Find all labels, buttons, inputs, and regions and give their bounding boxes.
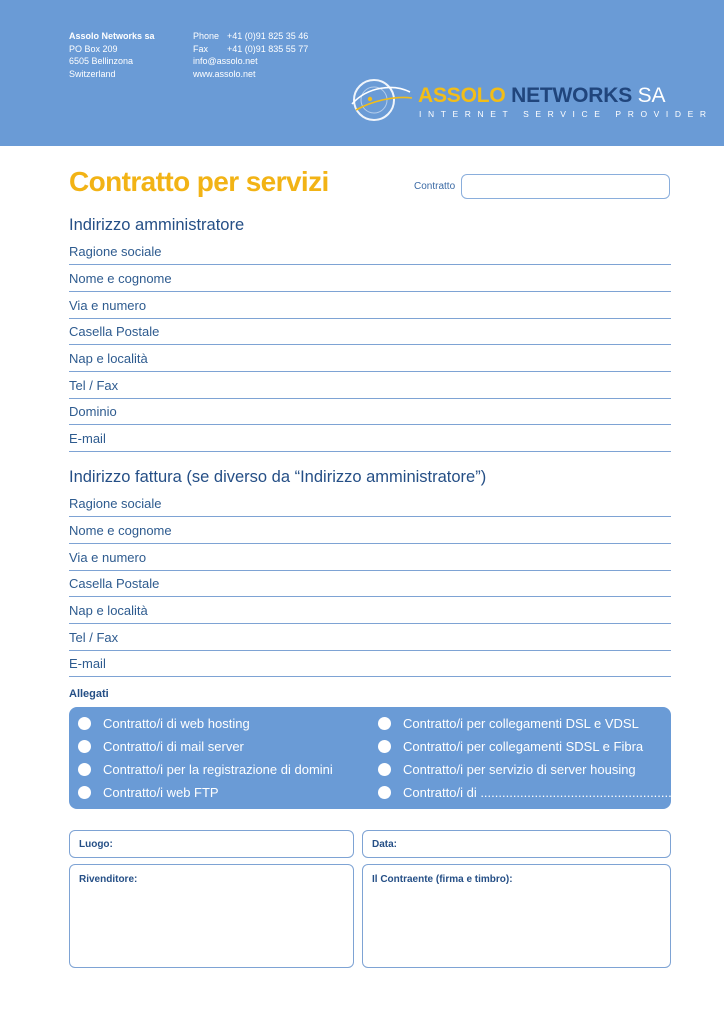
logo-word-networks: NETWORKS [511, 84, 633, 107]
allegato-option-server-housing[interactable] [378, 762, 636, 777]
invoice-field-nome-cognome[interactable] [69, 519, 671, 544]
admin-field-dominio[interactable] [69, 400, 671, 425]
invoice-field-via-numero[interactable] [69, 546, 671, 571]
radio-circle-icon[interactable] [378, 740, 391, 753]
field-label: Via e numero [69, 550, 147, 565]
radio-circle-icon[interactable] [78, 786, 91, 799]
radio-circle-icon[interactable] [78, 717, 91, 730]
admin-field-via-numero[interactable] [69, 294, 671, 319]
allegato-option-altro[interactable] [378, 785, 675, 800]
option-label: Contratto/i per servizio di server housing [403, 762, 636, 777]
logo-wordmark [418, 84, 665, 108]
field-label: Casella Postale [69, 576, 160, 591]
allegato-option-web-ftp[interactable] [78, 785, 219, 800]
admin-field-tel-fax[interactable] [69, 374, 671, 399]
radio-circle-icon[interactable] [378, 763, 391, 776]
website-link[interactable]: www.assolo.net [193, 68, 256, 79]
allegato-option-sdsl-fibra[interactable] [378, 739, 643, 754]
allegato-option-domini[interactable] [78, 762, 333, 777]
rivenditore-label: Rivenditore: [79, 874, 138, 885]
page-title: Contratto per servizi [69, 166, 329, 197]
luogo-field[interactable] [69, 830, 354, 858]
logo-tagline: INTERNET SERVICE PROVIDER [419, 109, 713, 119]
field-label: E-mail [69, 656, 106, 671]
invoice-field-casella-postale[interactable] [69, 572, 671, 597]
invoice-section-title: Indirizzo fattura (se diverso da “Indirizzo amministratore”) [69, 468, 487, 486]
email-link[interactable]: info@assolo.net [193, 56, 258, 66]
field-label: Nap e località [69, 351, 148, 366]
field-label: Nome e cognome [69, 271, 172, 286]
allegato-option-mail-server[interactable] [78, 739, 244, 754]
option-label: Contratto/i di mail server [103, 739, 244, 754]
contract-number-input[interactable] [461, 174, 670, 199]
contract-label: Contratto [414, 181, 456, 192]
option-label: Contratto/i per collegamenti SDSL e Fibra [403, 739, 644, 754]
rivenditore-field[interactable] [69, 864, 354, 968]
address-line: PO Box 209 [69, 43, 118, 54]
option-label: Contratto/i di web hosting [103, 716, 250, 731]
admin-section-title: Indirizzo amministratore [69, 216, 245, 234]
address-line: Switzerland [69, 68, 116, 79]
phone-row [193, 30, 308, 43]
admin-field-ragione-sociale[interactable] [69, 240, 671, 265]
field-label: Nome e cognome [69, 523, 172, 538]
data-label: Data: [372, 839, 398, 850]
option-label: Contratto/i per la registrazione di domini [103, 762, 333, 777]
data-field[interactable] [362, 830, 671, 858]
header-banner [0, 0, 724, 146]
invoice-field-nap-localita[interactable] [69, 599, 671, 624]
allegato-option-dsl-vdsl[interactable] [378, 716, 639, 731]
phone-label: Phone [193, 31, 220, 41]
allegati-panel [69, 707, 676, 809]
field-label: Ragione sociale [69, 244, 162, 259]
invoice-field-tel-fax[interactable] [69, 626, 671, 651]
company-name: Assolo Networks sa [69, 31, 155, 41]
radio-circle-icon[interactable] [78, 740, 91, 753]
luogo-label: Luogo: [79, 839, 113, 850]
field-label: Ragione sociale [69, 496, 162, 511]
admin-field-nome-cognome[interactable] [69, 267, 671, 292]
company-contacts [193, 30, 308, 80]
allegato-option-web-hosting[interactable] [78, 716, 250, 731]
logo-swoosh-icon [350, 76, 414, 124]
contraente-label: Il Contraente (firma e timbro): [372, 874, 513, 885]
invoice-field-ragione-sociale[interactable] [69, 492, 671, 517]
radio-circle-icon[interactable] [78, 763, 91, 776]
allegati-title: Allegati [69, 688, 109, 700]
fax-row [193, 43, 308, 56]
company-address [69, 30, 155, 80]
admin-field-casella-postale[interactable] [69, 320, 671, 345]
fax-label: Fax [193, 43, 209, 54]
invoice-field-email[interactable] [69, 652, 671, 677]
fax-number: +41 (0)91 835 55 77 [227, 43, 309, 54]
field-label: Dominio [69, 404, 117, 419]
field-label: Casella Postale [69, 324, 160, 339]
field-label: E-mail [69, 431, 106, 446]
option-label: Contratto/i di ...................................................... [403, 785, 676, 800]
radio-circle-icon[interactable] [378, 786, 391, 799]
admin-field-email[interactable] [69, 427, 671, 452]
contraente-signature-field[interactable] [362, 864, 671, 968]
field-label: Tel / Fax [69, 630, 119, 645]
field-label: Nap e località [69, 603, 148, 618]
field-label: Via e numero [69, 298, 147, 313]
logo-word-assolo: ASSOLO [418, 84, 506, 107]
field-label: Tel / Fax [69, 378, 119, 393]
admin-field-nap-localita[interactable] [69, 347, 671, 372]
phone-number: +41 (0)91 825 35 46 [227, 31, 309, 41]
address-line: 6505 Bellinzona [69, 56, 134, 66]
option-label: Contratto/i web FTP [103, 785, 219, 800]
logo-word-sa: SA [637, 84, 666, 107]
radio-circle-icon[interactable] [378, 717, 391, 730]
option-label: Contratto/i per collegamenti DSL e VDSL [403, 716, 639, 731]
